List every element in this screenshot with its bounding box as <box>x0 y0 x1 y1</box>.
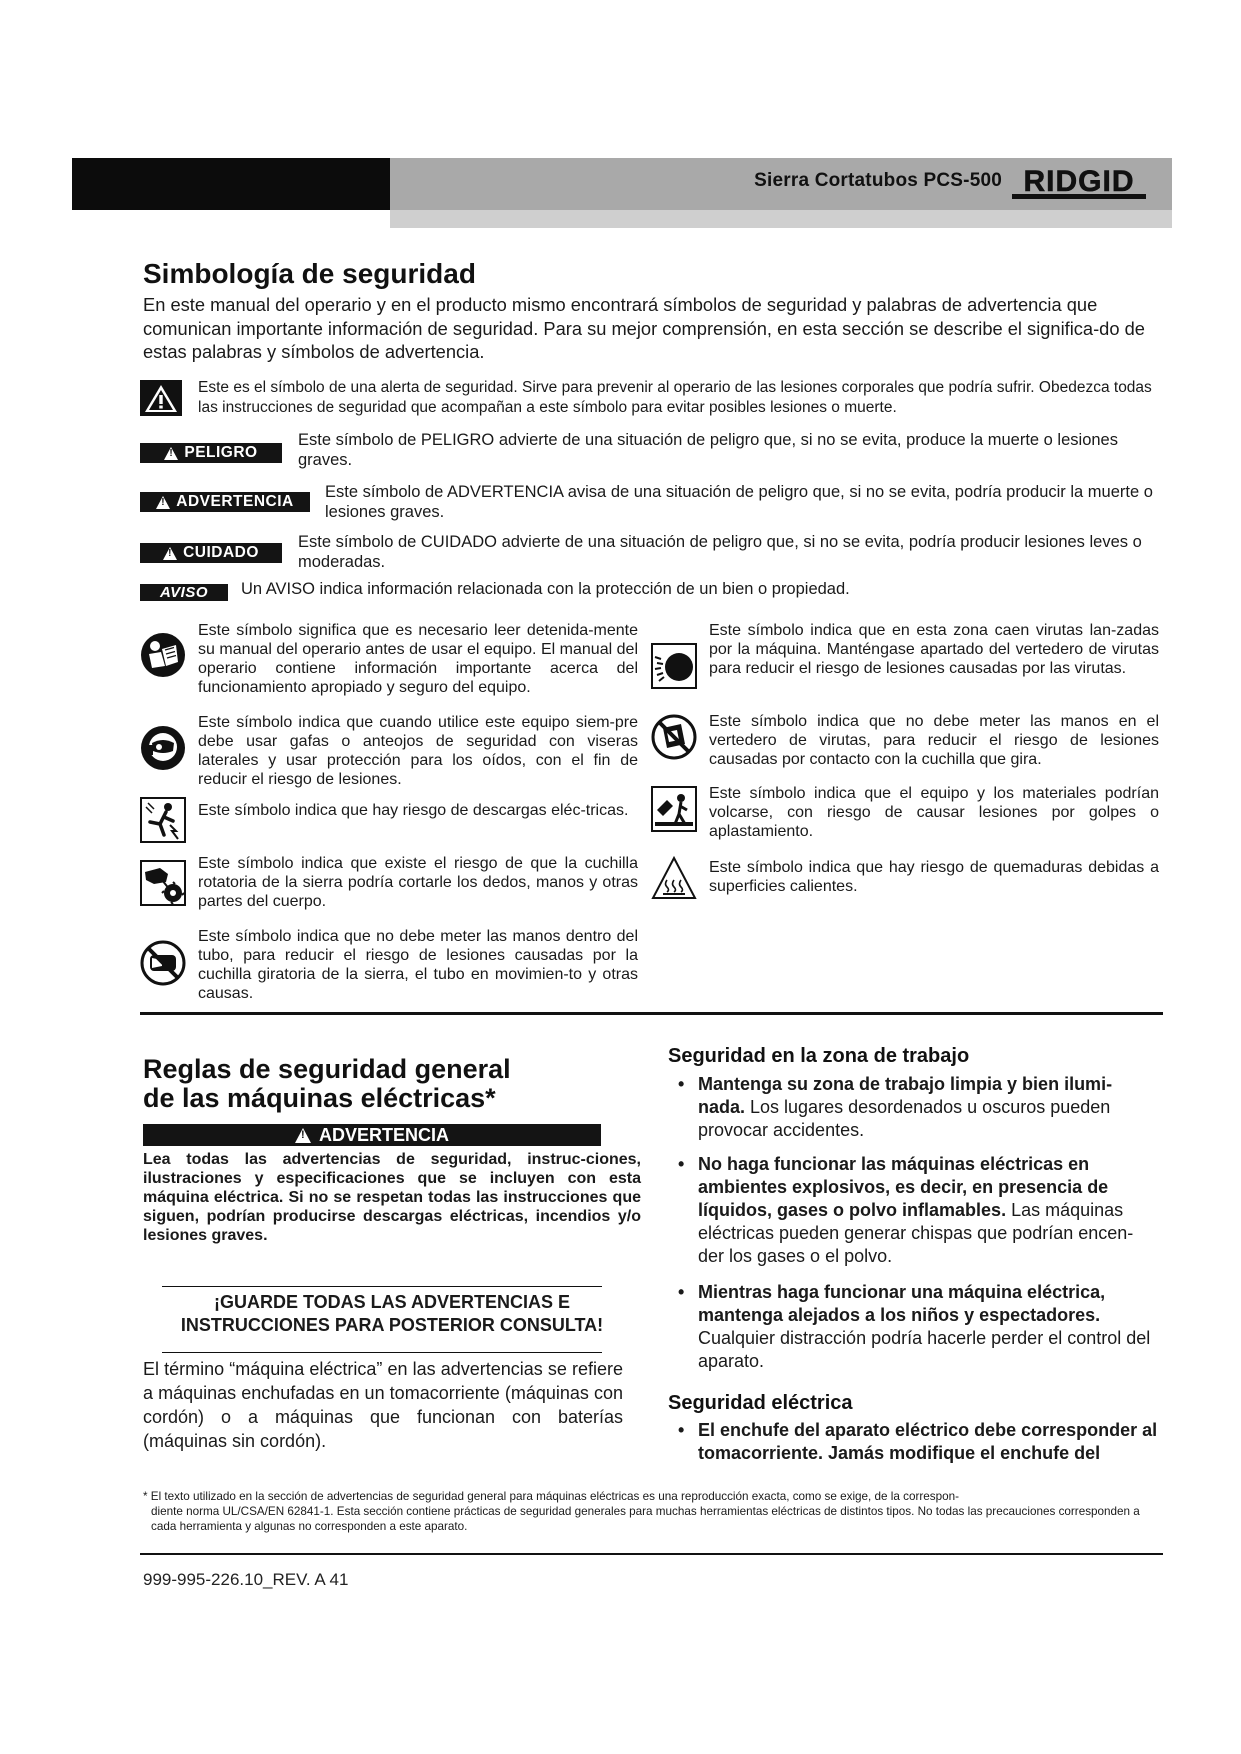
symbol-text-hot-surface: Este símbolo indica que hay riesgo de quemaduras debidas a superficies calientes. <box>709 859 1159 895</box>
page-number: 999-995-226.10_REV. A 41 <box>143 1570 349 1589</box>
symbols-section-title: Simbología de seguridad <box>143 258 476 289</box>
warning-triangle-icon <box>295 1128 311 1143</box>
symbol-text-tip-over: Este símbolo indica que el equipo y los materiales podrían volcarse, con riesgo de causar lesiones por golpes o aplastamiento. <box>709 785 1159 840</box>
read-manual-icon <box>140 632 186 678</box>
symbol-text-no-hands-in-pipe: Este símbolo indica que no debe meter las manos dentro del tubo, para reducir el riesgo de lesiones causadas por la cuchilla giratoria de la sierra, el tubo en movimien-to y otras causas. <box>198 928 638 1002</box>
cuidado-text: Este símbolo de CUIDADO advierte de una situación de peligro que, si no se evita, podría producir lesiones leves o moderadas. <box>298 533 1142 571</box>
symbols-intro: En este manual del operario y en el producto mismo encontrará símbolos de seguridad y palabras de advertencia que comunican importante información de seguridad. Para su mejor comprensión, en esta sección se describe el significa-do de estas palabras y símbolos de advertencia. <box>143 294 1145 362</box>
footnote: * El texto utilizado en la sección de advertencias de seguridad general para máquinas eléctricas es una reproducción exacta, como se exige, de la correspon- diente norma UL/CSA/EN 62841-1. Esta sección contiene prácticas de seguridad generales para muchas herramientas eléctricas de distintos tipos. No todas las precauciones corresponden a cada herramienta y algunas no corresponden a este aparato. <box>143 1490 1140 1533</box>
warning-triangle-icon <box>163 547 177 560</box>
symbol-text-no-hands-chute: Este símbolo indica que no debe meter las manos en el vertedero de virutas, para reducir el riesgo de lesiones causadas por contacto con la cuchilla que gira. <box>709 713 1159 768</box>
list-item: • Mientras haga funcionar una máquina eléctrica, mantenga alejados a los niños y espectadores. Cualquier distracción podría hacerle perder el control del aparato. <box>678 1282 1151 1371</box>
list-item: • Mantenga su zona de trabajo limpia y bien ilumi-nada. Los lugares desordenados u oscuros pueden provocar accidentes. <box>678 1074 1113 1140</box>
divider <box>162 1352 602 1353</box>
ridgid-logo <box>1012 164 1146 202</box>
general-rules-title: Reglas de seguridad general de las máquinas eléctricas* <box>143 1054 511 1113</box>
safety-alert-icon <box>140 380 182 416</box>
save-instructions-notice: ¡GUARDE TODAS LAS ADVERTENCIAS E INSTRUCCIONES PARA POSTERIOR CONSULTA! <box>180 1292 604 1335</box>
symbol-text-eye-protection: Este símbolo indica que cuando utilice este equipo siem-pre debe usar gafas o anteojos de seguridad con viseras laterales y usar protección para los oídos, con el fin de reducir el riesgo de lesiones. <box>198 714 638 788</box>
symbol-text-flying-chips: Este símbolo indica que en esta zona caen virutas lan-zadas por la máquina. Manténgase apartado del vertedero de virutas para reducir el riesgo de lesiones causadas por las virutas. <box>709 622 1159 677</box>
symbol-text-electric-shock: Este símbolo indica que hay riesgo de descargas eléc-tricas. <box>198 802 629 819</box>
list-item: • No haga funcionar las máquinas eléctricas en ambientes explosivos, es decir, en presencia de líquidos, gases o polvo inflamables. Las máquinas eléctricas pueden generar chispas que podrían encen-der los gases o el polvo. <box>678 1154 1134 1266</box>
symbol-text-blade-cut: Este símbolo indica que existe el riesgo de que la cuchilla rotatoria de la sierra podría cortarle los dedos, manos y otras partes del cuerpo. <box>198 855 638 910</box>
header-stripe <box>390 210 1172 228</box>
warning-triangle-icon <box>156 496 170 509</box>
eye-protection-icon <box>140 725 186 771</box>
blade-cut-icon <box>140 860 186 906</box>
work-area-title: Seguridad en la zona de trabajo <box>668 1045 970 1067</box>
header-black-band <box>72 158 390 210</box>
electrical-safety-title: Seguridad eléctrica <box>668 1392 853 1414</box>
hot-surface-icon <box>651 856 697 900</box>
electric-shock-icon <box>140 797 186 843</box>
divider <box>162 1286 602 1287</box>
aviso-label: AVISO <box>140 584 228 601</box>
symbol-text-read-manual: Este símbolo significa que es necesario leer detenida-mente su manual del operario antes de usar el equipo. El manual del operario contiene información importante acerca del funcionamiento apropiado y seguro del equipo. <box>198 622 638 696</box>
list-item: • El enchufe del aparato eléctrico debe corresponder al tomacorriente. Jamás modifique el enchufe del <box>678 1420 1158 1463</box>
peligro-label: ! PELIGRO <box>140 443 282 463</box>
peligro-text: Este símbolo de PELIGRO advierte de una situación de peligro que, si no se evita, produce la muerte o lesiones graves. <box>298 431 1118 469</box>
warning-triangle-icon <box>164 447 178 460</box>
warning-text: Lea todas las advertencias de seguridad, instruc-ciones, ilustraciones y especificaciones que se incluyen con esta máquina eléctrica. Si no se respetan todas las instrucciones que siguen, podrían producirse descargas eléctricas, incendios y/o lesiones graves. <box>143 1151 641 1244</box>
alert-symbol-text: Este es el símbolo de una alerta de seguridad. Sirve para prevenir al operario de las lesiones corporales que podría sufrir. Obedezca todas las instrucciones de seguridad que acompañan a este símbolo para evitar posibles lesiones o muerte. <box>198 379 1152 416</box>
cuidado-label: ! CUIDADO <box>140 543 282 563</box>
tip-over-icon <box>651 786 697 832</box>
section-divider <box>140 1012 1163 1015</box>
aviso-text: Un AVISO indica información relacionada con la protección de un bien o propiedad. <box>241 580 850 598</box>
power-tool-term-text: El término “máquina eléctrica” en las advertencias se refiere a máquinas enchufadas en un tomacorriente (máquinas con cordón) o a máquinas que funcionan con baterías (máquinas sin cordón). <box>143 1359 623 1451</box>
no-hands-in-pipe-icon <box>140 940 186 986</box>
svg-text:RIDGID: RIDGID <box>1023 165 1135 198</box>
flying-chips-icon <box>651 643 697 689</box>
advertencia-label: ! ADVERTENCIA <box>140 492 310 512</box>
footer-divider <box>140 1553 1163 1555</box>
advertencia-banner: ! ADVERTENCIA <box>143 1124 601 1146</box>
no-hands-chute-icon <box>651 714 697 760</box>
advertencia-text: Este símbolo de ADVERTENCIA avisa de una situación de peligro que, si no se evita, podría producir la muerte o lesiones graves. <box>325 483 1153 521</box>
document-title: Sierra Cortatubos PCS-500 <box>754 170 1002 191</box>
